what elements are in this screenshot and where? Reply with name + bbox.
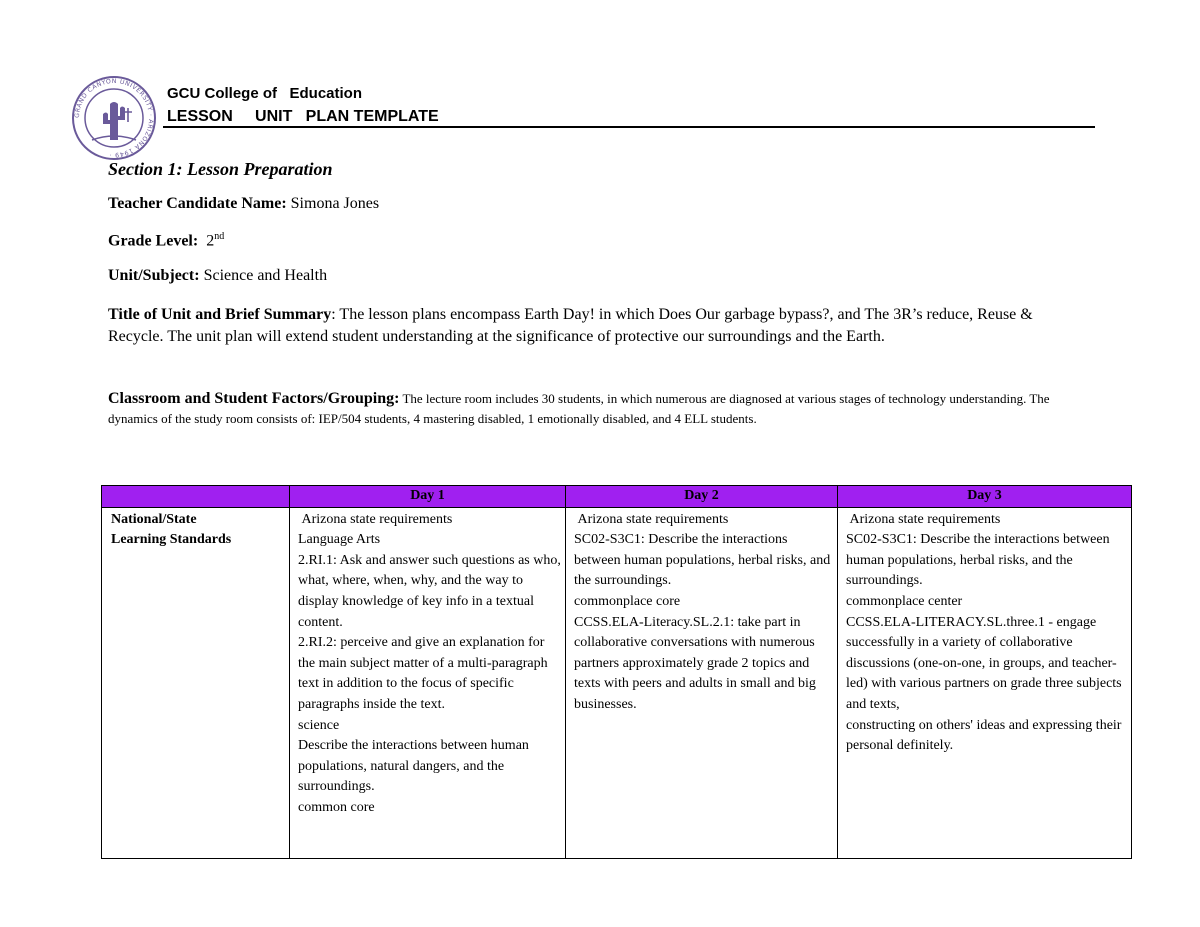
teacher-name-field: [108, 195, 379, 213]
classroom-factors: [108, 389, 1098, 429]
table-header-row: [102, 486, 1132, 508]
grade-level-suffix: nd: [214, 231, 225, 242]
classroom-factors-label: Classroom and Student Factors/Grouping:: [108, 390, 400, 407]
header-cell-day2: Day 2: [566, 486, 838, 508]
grade-level-value: 2: [206, 232, 215, 250]
header-cell-day3: Day 3: [838, 486, 1132, 508]
day3-line: SC02-S3C1: Describe the interactions between human populations, herbal risks, and the surroundings.: [846, 532, 1114, 589]
header-cell-day1: Day 1: [290, 486, 566, 508]
day3-line: CCSS.ELA-LITERACY.SL.three.1 - engage successfully in a variety of collaborative discussions (one-on-one, in groups, and teacher-led) with various partners on grade three subjects and texts,: [846, 614, 1126, 712]
row-label-line: Learning Standards: [111, 532, 232, 548]
svg-text:GRAND CANYON UNIVERSITY · ARIZ: GRAND CANYON UNIVERSITY · ARIZONA 1949 ·: [73, 77, 155, 159]
university-seal-logo: [70, 74, 158, 162]
day3-standards-cell: [838, 507, 1132, 858]
lesson-plan-table: [101, 485, 1132, 859]
unit-subject-label: Unit/Subject:: [108, 267, 200, 284]
unit-summary-label: Title of Unit and Brief Summary: [108, 306, 332, 323]
day1-line: 2.RI.1: Ask and answer such questions as who, what, where, when, why, and the way to display knowledge of key info in a textual content.: [298, 552, 565, 630]
unit-subject-value: Science and Health: [199, 267, 328, 284]
day3-line: Arizona state requirements: [846, 511, 1001, 527]
grade-level-field: [108, 231, 224, 250]
classroom-factors-text: The lecture room includes 30 students, in which numerous are diagnosed at various stages of technology understanding. The dynamics of the study room consists of: IEP/504 students, 4 mastering disabled, 1 emotionally disabled, and 4 ELL students.: [108, 391, 1050, 426]
teacher-name-label: Teacher Candidate Name:: [108, 195, 287, 212]
table-row: [102, 507, 1132, 858]
day1-line: common core: [298, 799, 375, 815]
grade-level-label: Grade Level:: [108, 232, 199, 250]
day1-line: science: [298, 717, 340, 733]
unit-subject-field: [108, 267, 327, 285]
row-label-line: National/State: [111, 511, 197, 527]
row-label-standards: [102, 507, 290, 858]
header-cell-empty: [102, 486, 290, 508]
day2-line: Arizona state requirements: [574, 511, 729, 527]
section-title: Section 1: Lesson Preparation: [108, 159, 333, 179]
day1-line: Language Arts: [298, 532, 381, 548]
day1-standards-cell: [290, 507, 566, 858]
day3-line: commonplace center: [846, 593, 963, 609]
college-name: GCU College of Education: [167, 85, 363, 102]
day3-line: constructing on others' ideas and expressing their personal definitely.: [846, 717, 1125, 754]
day1-line: 2.RI.2: perceive and give an explanation for the main subject matter of a multi-paragraph text in addition to the focus of specific paragraphs inside the text.: [298, 635, 552, 712]
day2-line: SC02-S3C1: Describe the interactions between human populations, herbal risks, and the surroundings.: [574, 532, 834, 589]
unit-summary-text: : The lesson plans encompass Earth Day! in which Does Our garbage bypass?, and The 3R’s reduce, Reuse & Recycle. The unit plan will extend student understanding at the significance of protective our surroundings and the Earth.: [108, 306, 1033, 345]
template-title: LESSON UNIT PLAN TEMPLATE: [167, 108, 439, 125]
day2-line: commonplace core: [574, 593, 681, 609]
header-divider: [163, 126, 1095, 128]
day2-line: CCSS.ELA-Literacy.SL.2.1: take part in collaborative conversations with numerous partners approximately grade 2 topics and texts with peers and adults in small and big businesses.: [574, 614, 820, 712]
day1-line: Describe the interactions between human populations, natural dangers, and the surroundings.: [298, 738, 533, 795]
day1-line: Arizona state requirements: [298, 511, 453, 527]
day2-standards-cell: [566, 507, 838, 858]
unit-summary: [108, 304, 1083, 347]
teacher-name-value: Simona Jones: [286, 195, 380, 212]
